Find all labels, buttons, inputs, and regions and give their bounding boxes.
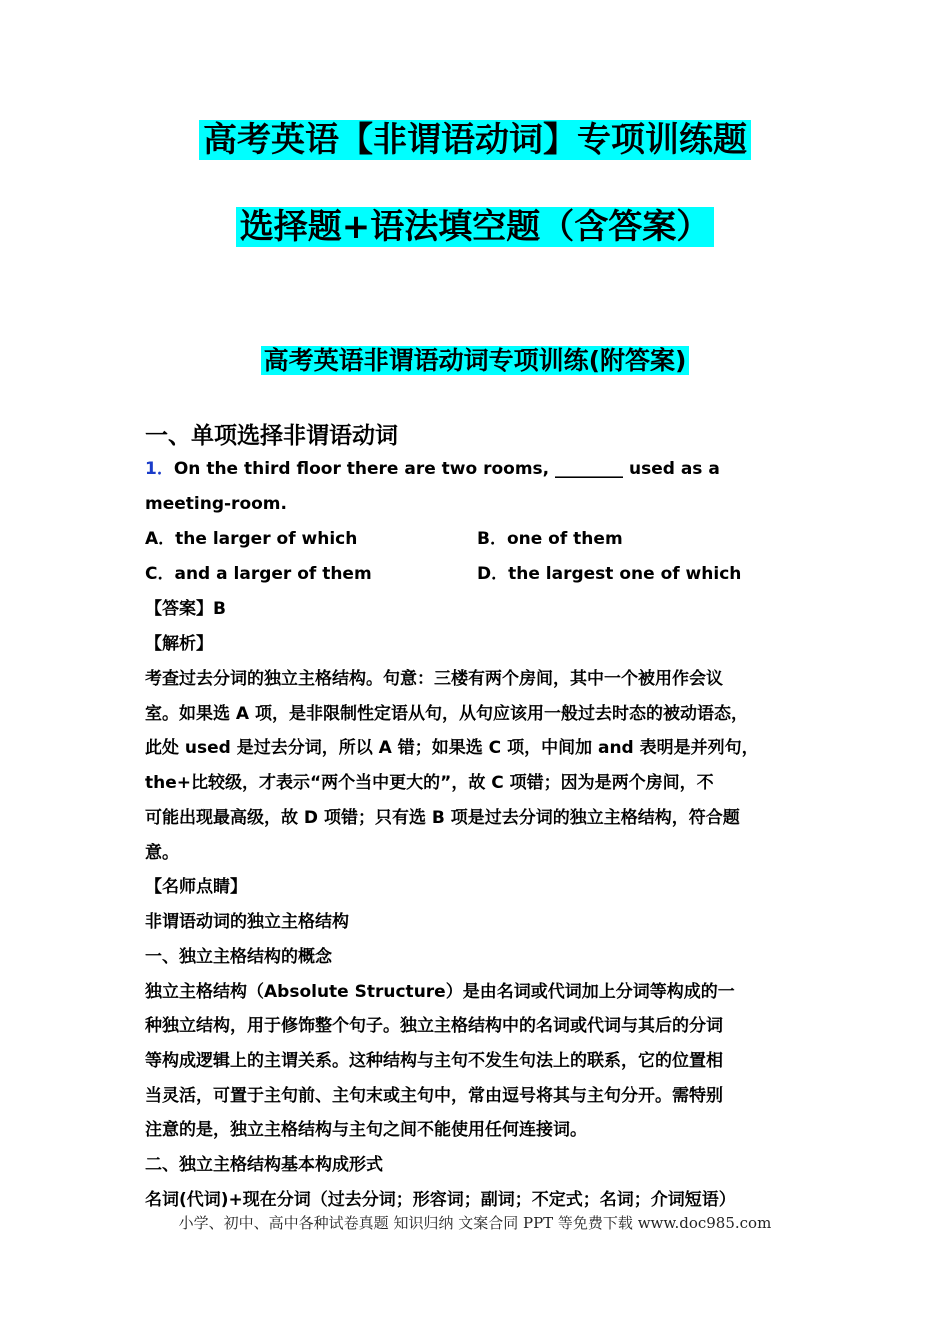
analysis-line: 考查过去分词的独立主格结构。句意：三楼有两个房间，其中一个被用作会议 bbox=[145, 669, 723, 689]
analysis-label: 【解析】 bbox=[145, 634, 213, 654]
concept-line: 当灵活，可置于主句前、主句末或主句中，常由逗号将其与主句分开。需特别 bbox=[145, 1085, 723, 1106]
question-line bbox=[145, 452, 810, 487]
question-line-continued: meeting-room. bbox=[145, 494, 287, 514]
form-heading: 二、独立主格结构基本构成形式 bbox=[145, 1155, 383, 1176]
analysis-line: 此处 used 是过去分词，所以 A 错；如果选 C 项，中间加 and 表明是并列句， bbox=[145, 738, 759, 759]
question-number: 1． bbox=[145, 459, 174, 479]
tips-title: 非谓语动词的独立主格结构 bbox=[145, 912, 349, 933]
form-line: 名词(代词)+现在分词（过去分词；形容词；副词；不定式；名词；介词短语） bbox=[145, 1189, 736, 1210]
document-title-line1 bbox=[0, 117, 950, 163]
concept-line: 独立主格结构（Absolute Structure）是由名词或代词加上分词等构成的一 bbox=[145, 981, 735, 1002]
concept-line: 注意的是，独立主格结构与主句之间不能使用任何连接词。 bbox=[145, 1120, 587, 1141]
document-title-line2 bbox=[0, 204, 950, 250]
concept-line: 等构成逻辑上的主谓关系。这种结构与主句不发生句法上的联系，它的位置相 bbox=[145, 1051, 723, 1072]
subtitle-highlight: 高考英语非谓语动词专项训练(附答案) bbox=[261, 346, 690, 375]
page-footer: 小学、初中、高中各种试卷真题 知识归纳 文案合同 PPT 等免费下载 www.doc985.com bbox=[178, 1214, 772, 1232]
analysis-line: 可能出现最高级，故 D 项错；只有选 B 项是过去分词的独立主格结构，符合题 bbox=[145, 807, 740, 828]
option-c: C．and a larger of them bbox=[145, 564, 372, 584]
option-a: A．the larger of which bbox=[145, 529, 358, 549]
answer-options bbox=[145, 522, 810, 592]
analysis-line: 室。如果选 A 项，是非限制性定语从句，从句应该用一般过去时态的被动语态， bbox=[145, 703, 748, 724]
question-text: On the third floor there are two rooms, ________ used as a bbox=[173, 459, 720, 479]
section-heading: 一、单项选择非谓语动词 bbox=[145, 423, 398, 449]
analysis-line: the+比较级，才表示“两个当中更大的”，故 C 项错；因为是两个房间，不 bbox=[145, 773, 714, 794]
answer-line: 【答案】B bbox=[145, 599, 226, 619]
tips-label: 【名师点睛】 bbox=[145, 877, 247, 898]
title-highlight: 选择题+语法填空题（含答案） bbox=[236, 207, 715, 247]
concept-line: 种独立结构，用于修饰整个句子。独立主格结构中的名词或代词与其后的分词 bbox=[145, 1016, 723, 1037]
concept-heading: 一、独立主格结构的概念 bbox=[145, 946, 332, 967]
option-d: D．the largest one of which bbox=[477, 564, 742, 584]
document-subtitle bbox=[0, 342, 950, 380]
option-b: B．one of them bbox=[477, 529, 623, 549]
document-body bbox=[145, 420, 810, 1218]
title-highlight: 高考英语【非谓语动词】专项训练题 bbox=[199, 120, 751, 160]
analysis-line: 意。 bbox=[145, 842, 179, 863]
